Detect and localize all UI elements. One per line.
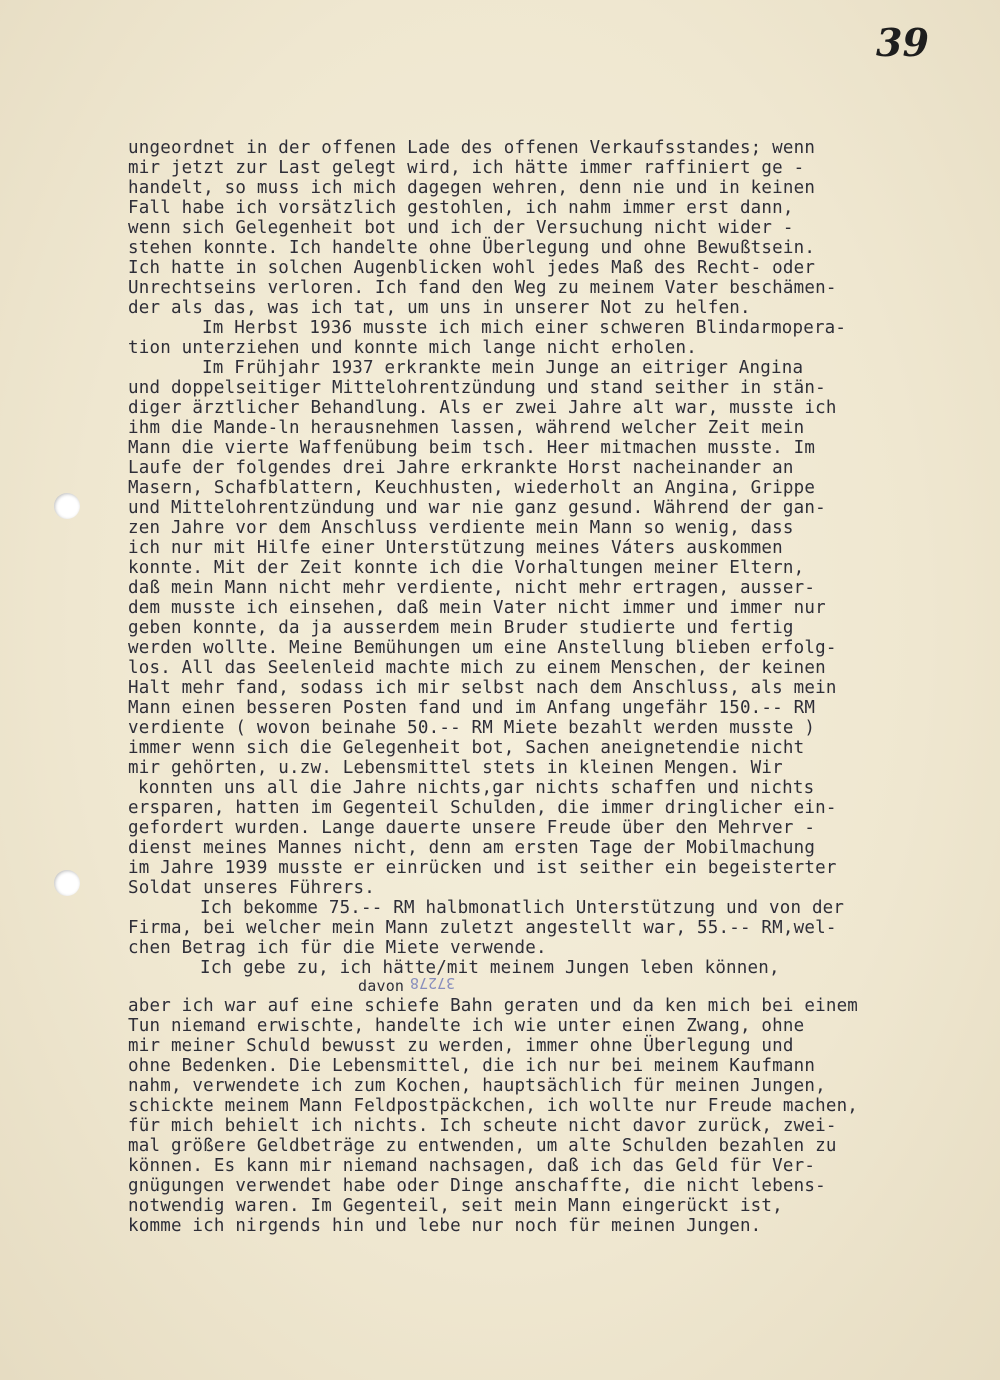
text-line: Soldat unseres Führers. — [128, 878, 375, 898]
text-line: der als das, was ich tat, um uns in unserer Not zu helfen. — [128, 298, 751, 318]
text-line: ich nur mit Hilfe einer Unterstützung meines Váters auskommen — [128, 538, 783, 558]
insertion-note: davon — [358, 977, 405, 995]
text-line: stehen konnte. Ich handelte ohne Überlegung und ohne Bewußtsein. — [128, 238, 816, 258]
text-line: geben konnte, da ja ausserdem mein Bruder studierte und fertig — [128, 618, 794, 638]
text-line: wenn sich Gelegenheit bot und ich der Versuchung nicht wider - — [128, 218, 794, 238]
text-line: tion unterziehen und konnte mich lange nicht erholen. — [128, 338, 698, 358]
text-line: gefordert wurden. Lange dauerte unsere Freude über den Mehrver - — [128, 818, 816, 838]
text-line: und Mittelohrentzündung und war nie ganz gesund. Während der gan- — [128, 498, 826, 518]
text-line: Masern, Schafblattern, Keuchhusten, wiederholt an Angina, Grippe — [128, 478, 816, 498]
text-line: Ich gebe zu, ich hätte/mit meinem Jungen leben können, — [200, 958, 780, 978]
text-line: Halt mehr fand, sodass ich mir selbst nach dem Anschluss, als mein — [128, 678, 837, 698]
text-line: ihm die Mande-ln herausnehmen lassen, während welcher Zeit mein — [128, 418, 805, 438]
text-line: ohne Bedenken. Die Lebensmittel, die ich nur bei meinem Kaufmann — [128, 1056, 816, 1076]
text-line: für mich behielt ich nichts. Ich scheute nicht davor zurück, zwei- — [128, 1116, 837, 1136]
text-line: Im Herbst 1936 musste ich mich einer schweren Blindarmopera- — [202, 318, 847, 338]
text-line: Ich hatte in solchen Augenblicken wohl jedes Maß des Recht- oder — [128, 258, 816, 278]
text-line: Fall habe ich vorsätzlich gestohlen, ich nahm immer erst dann, — [128, 198, 794, 218]
text-line: Unrechtseins verloren. Ich fand den Weg zu meinem Vater beschämen- — [128, 278, 837, 298]
text-line: mir meiner Schuld bewusst zu werden, immer ohne Überlegung und — [128, 1036, 794, 1056]
text-line: mal größere Geldbeträge zu entwenden, um alte Schulden bezahlen zu — [128, 1136, 837, 1156]
text-line: ungeordnet in der offenen Lade des offenen Verkaufsstandes; wenn — [128, 138, 816, 158]
text-line: Mann einen besseren Posten fand und im Anfang ungefähr 150.-- RM — [128, 698, 816, 718]
text-line: konnte. Mit der Zeit konnte ich die Vorhaltungen meiner Eltern, — [128, 558, 805, 578]
text-line: werden wollte. Meine Bemühungen um eine Anstellung blieben erfolg- — [128, 638, 837, 658]
text-line: immer wenn sich die Gelegenheit bot, Sachen aneignetendie nicht — [128, 738, 805, 758]
text-line: ersparen, hatten im Gegenteil Schulden, die immer dringlicher ein- — [128, 798, 837, 818]
text-line: gnügungen verwendet habe oder Dinge anschaffte, die nicht lebens- — [128, 1176, 826, 1196]
blue-stamp: 37278 — [410, 974, 456, 992]
text-line: notwendig waren. Im Gegenteil, seit mein Mann eingerückt ist, — [128, 1196, 783, 1216]
text-line: Laufe der folgendes drei Jahre erkrankte Horst nacheinander an — [128, 458, 794, 478]
page-number: 39 — [876, 20, 929, 65]
text-line: Firma, bei welcher mein Mann zuletzt angestellt war, 55.-- RM,wel- — [128, 918, 837, 938]
text-line: daß mein Mann nicht mehr verdiente, nicht mehr ertragen, ausser- — [128, 578, 816, 598]
text-line: los. All das Seelenleid machte mich zu einem Menschen, der keinen — [128, 658, 826, 678]
text-line: schickte meinem Mann Feldpostpäckchen, ich wollte nur Freude machen, — [128, 1096, 859, 1116]
text-line: nahm, verwendete ich zum Kochen, hauptsächlich für meinen Jungen, — [128, 1076, 826, 1096]
text-line: handelt, so muss ich mich dagegen wehren, denn nie und in keinen — [128, 178, 816, 198]
text-line: chen Betrag ich für die Miete verwende. — [128, 938, 547, 958]
text-line: im Jahre 1939 musste er einrücken und ist seither ein begeisterter — [128, 858, 837, 878]
text-line: Mann die vierte Waffenübung beim tsch. Heer mitmachen musste. Im — [128, 438, 816, 458]
text-line: zen Jahre vor dem Anschluss verdiente mein Mann so wenig, dass — [128, 518, 794, 538]
text-line: aber ich war auf eine schiefe Bahn geraten und da ken mich bei einem — [128, 996, 859, 1016]
text-line: mir jetzt zur Last gelegt wird, ich hätte immer raffiniert ge - — [128, 158, 805, 178]
text-line: Tun niemand erwischte, handelte ich wie unter einen Zwang, ohne — [128, 1016, 805, 1036]
text-line: mir gehörten, u.zw. Lebensmittel stets in kleinen Mengen. Wir — [128, 758, 783, 778]
text-line: Im Frühjahr 1937 erkrankte mein Junge an eitriger Angina — [202, 358, 804, 378]
text-line: Ich bekomme 75.-- RM halbmonatlich Unterstützung und von der — [200, 898, 845, 918]
text-line: konnten uns all die Jahre nichts,gar nichts schaffen und nichts — [138, 778, 815, 798]
text-line: können. Es kann mir niemand nachsagen, daß ich das Geld für Ver- — [128, 1156, 816, 1176]
text-line: diger ärztlicher Behandlung. Als er zwei Jahre alt war, musste ich — [128, 398, 837, 418]
text-line: dem musste ich einsehen, daß mein Vater nicht immer und immer nur — [128, 598, 826, 618]
text-line: und doppelseitiger Mittelohrentzündung und stand seither in stän- — [128, 378, 826, 398]
text-line: verdiente ( wovon beinahe 50.-- RM Miete bezahlt werden musste ) — [128, 718, 816, 738]
text-line: komme ich nirgends hin und lebe nur noch für meinen Jungen. — [128, 1216, 762, 1236]
text-line: dienst meines Mannes nicht, denn am ersten Tage der Mobilmachung — [128, 838, 816, 858]
